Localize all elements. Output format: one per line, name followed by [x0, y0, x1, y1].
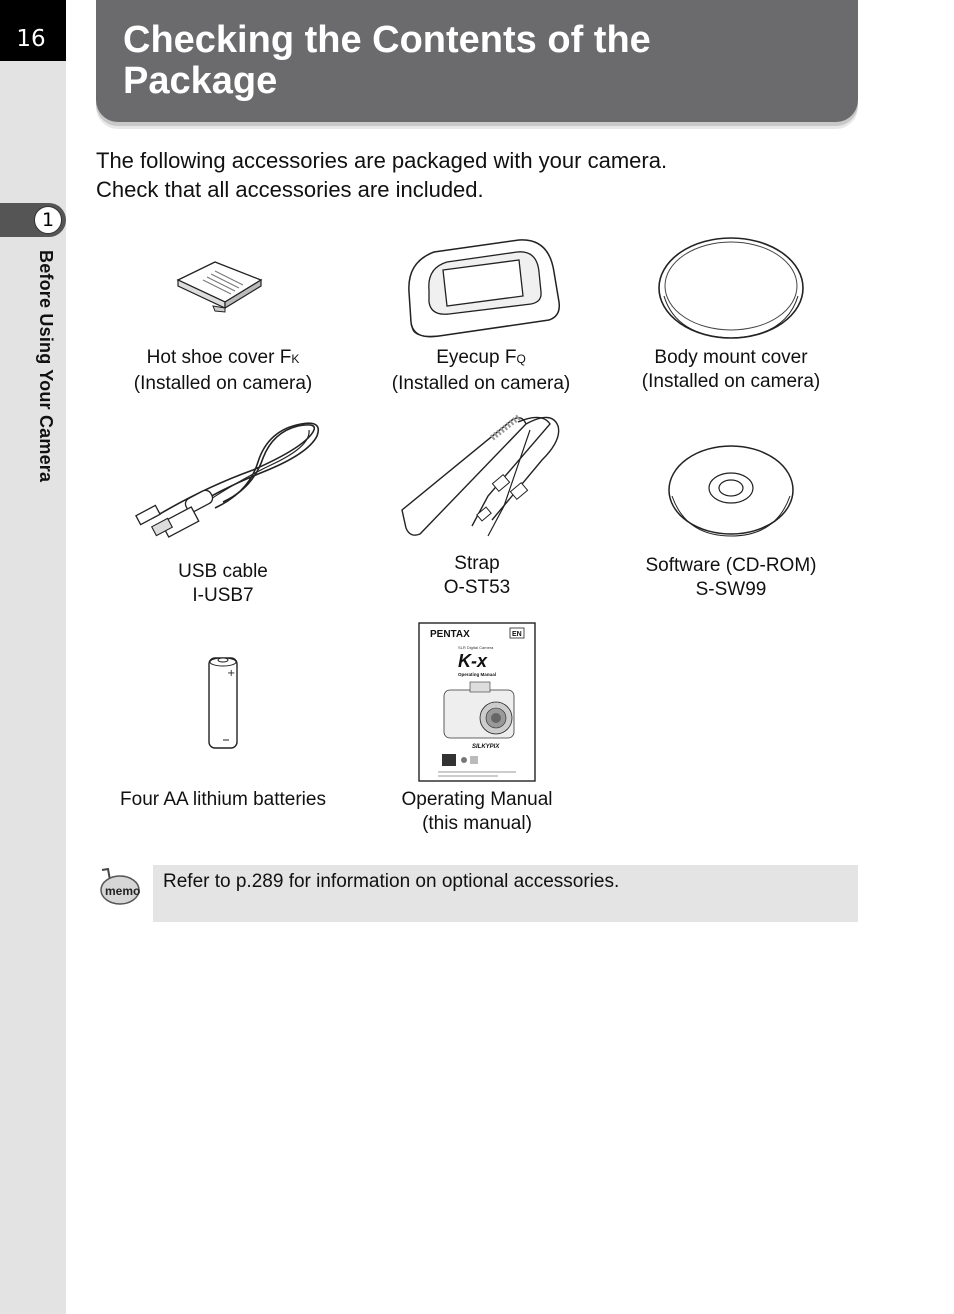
item-caption: Operating Manual	[401, 789, 553, 810]
item-caption-line-2: (Installed on camera)	[133, 372, 313, 394]
item-caption-line-2: (Installed on camera)	[641, 370, 821, 392]
item-body-mount-cover	[616, 236, 846, 393]
intro-line-1: The following accessories are packaged with your camera.	[96, 148, 668, 173]
page-title	[123, 20, 763, 102]
item-caption: Software (CD-ROM)	[645, 555, 817, 576]
item-eyecup	[366, 232, 596, 395]
manual-camera-type: SLR Digital Camera	[458, 645, 494, 650]
item-caption-line-2: S-SW99	[695, 578, 767, 600]
item-software-cd	[616, 444, 846, 601]
hot-shoe-cover-illustration	[173, 250, 273, 322]
item-caption: Body mount cover	[654, 347, 808, 368]
item-caption: Four AA lithium batteries	[120, 789, 326, 810]
item-caption: Strap	[454, 553, 500, 574]
item-caption-line-2: (Installed on camera)	[391, 372, 571, 394]
svg-text:+: +	[227, 668, 236, 679]
title-line-1: Checking the Contents of the	[123, 19, 651, 61]
item-strap	[362, 410, 592, 599]
manual-doc-title: Operating Manual	[458, 672, 497, 677]
intro-text	[96, 146, 667, 204]
intro-line-2: Check that all accessories are included.	[96, 177, 484, 202]
item-caption-line-2: (this manual)	[422, 812, 532, 834]
memo-icon	[98, 866, 142, 908]
page-number: 16	[16, 26, 46, 52]
body-mount-cover-illustration	[656, 236, 806, 340]
manual-cover-illustration	[418, 622, 536, 782]
manual-brand: PENTAX	[430, 629, 470, 640]
item-operating-manual	[362, 622, 592, 835]
memo-icon-label: memo	[105, 884, 141, 898]
eyecup-illustration	[399, 232, 564, 340]
cd-rom-illustration	[666, 444, 796, 538]
item-caption: Eyecup FQ	[436, 347, 526, 368]
side-margin	[0, 0, 66, 1314]
item-caption: USB cable	[178, 561, 268, 582]
chapter-label: Before Using Your Camera	[36, 250, 56, 483]
memo-text: Refer to p.289 for information on optional accessories.	[163, 871, 620, 892]
item-usb-cable	[108, 418, 338, 607]
manual-silkypix: SILKYPIX	[472, 744, 500, 750]
usb-cable-illustration	[123, 418, 323, 538]
manual-model: K-x	[458, 651, 488, 671]
title-line-2: Package	[123, 60, 278, 102]
item-caption-line-2: I-USB7	[192, 584, 254, 606]
strap-illustration	[392, 410, 562, 544]
manual-lang: EN	[512, 631, 522, 638]
item-hot-shoe-cover	[108, 250, 338, 395]
item-caption: Hot shoe cover FK	[146, 347, 300, 368]
chapter-number: 1	[34, 206, 62, 234]
item-batteries	[108, 654, 338, 812]
item-caption-line-2: O-ST53	[443, 576, 511, 598]
battery-illustration	[203, 654, 243, 750]
